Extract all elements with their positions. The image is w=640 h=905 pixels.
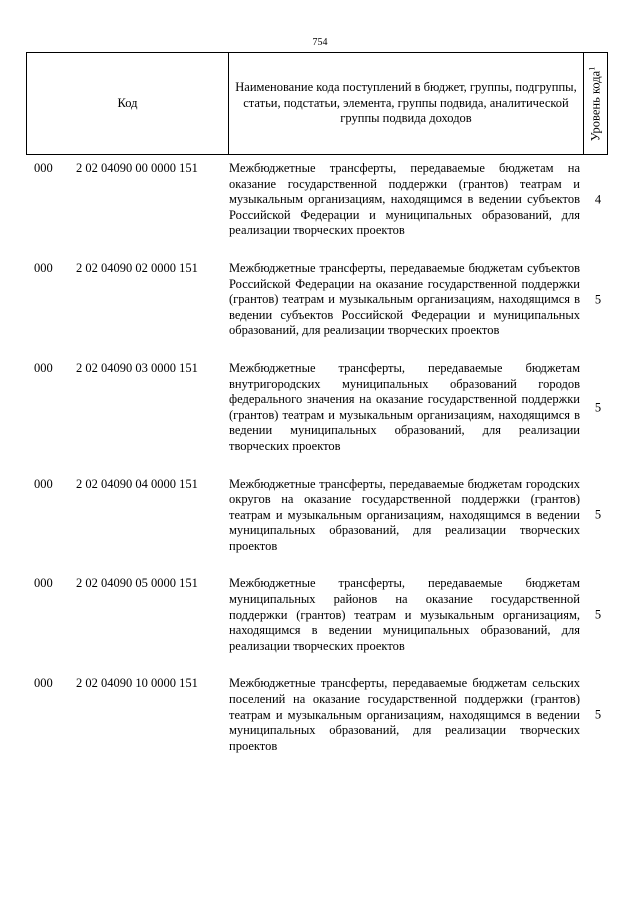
row-name: Межбюджетные трансферты, передаваемые бюджетам субъектов Российской Федерации на оказание государственной поддержки (грантов) театрам и музыкальным организациям, находящимся в ведении субъектов Российской Федерации и муниципальных образований, для реализации творческих проектов [229,260,580,338]
table-row [0,576,640,654]
row-level: 5 [594,707,602,722]
row-group: 000 [34,576,53,591]
header-level-cell [584,53,607,154]
table-row [0,676,640,754]
row-group: 000 [34,260,53,275]
table-row [0,261,640,339]
table-row [0,161,640,239]
table-row [0,361,640,455]
header-level-label: Уровень кода [588,70,602,141]
header-name: Наименование кода поступлений в бюджет, группы, подгруппы, статьи, подстатьи, элемента, группы подвида, аналитической группы подвида доходов [229,53,584,154]
row-name: Межбюджетные трансферты, передаваемые бюджетам городских округов на оказание государственной поддержки (грантов) театрам и музыкальным организациям, находящимся в ведении муниципальных образований, для реализации творческих проектов [229,476,580,553]
row-level: 5 [594,607,602,622]
row-name: Межбюджетные трансферты, передаваемые бюджетам внутригородских муниципальных образований городов федерального значения на оказание государственной поддержки (грантов) театрам и музыкальным организациям, находящимся в ведении муниципальных образований, для реализации творческих проектов [229,360,580,453]
row-group: 000 [34,161,53,175]
header-code: Код [27,53,229,154]
row-code: 2 02 04090 00 0000 151 [76,161,198,175]
row-level: 5 [594,400,602,415]
row-name: Межбюджетные трансферты, передаваемые бюджетам сельских поселений на оказание государственной поддержки (грантов) театрам и музыкальным организациям, находящимся в ведении муниципальных образований, для реализации творческих проектов [229,676,580,753]
row-group: 000 [34,360,53,375]
row-code: 2 02 04090 05 0000 151 [76,576,198,591]
row-code: 2 02 04090 03 0000 151 [76,360,198,375]
row-level: 5 [594,292,602,307]
row-code: 2 02 04090 04 0000 151 [76,476,198,491]
row-level: 5 [594,507,602,522]
header-level [588,66,603,140]
row-name: Межбюджетные трансферты, передаваемые бюджетам муниципальных районов на оказание государственной поддержки (грантов) театрам и музыкальным организациям, находящимся в ведении муниципальных образований, для реализации творческих проектов [229,576,580,653]
header-level-footnote: 1 [586,66,596,71]
row-group: 000 [34,476,53,491]
row-group: 000 [34,676,53,691]
row-name: Межбюджетные трансферты, передаваемые бюджетам на оказание государственной поддержки (грантов) театрам и музыкальным организациям, находящимся в ведении субъектов Российской Федерации и муниципальных образований, для реализации творческих проектов [229,161,580,238]
table-row [0,477,640,555]
row-level: 4 [594,192,602,207]
row-code: 2 02 04090 02 0000 151 [76,260,198,275]
page-number: 754 [312,37,328,48]
row-code: 2 02 04090 10 0000 151 [76,676,198,691]
table-header [26,52,608,155]
table-body [0,161,640,776]
